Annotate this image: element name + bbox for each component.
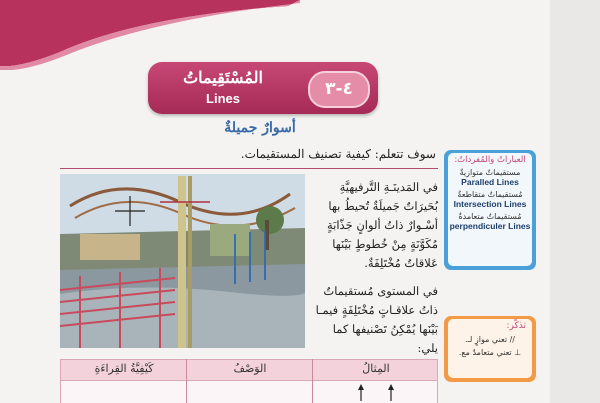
intro-paragraph: في المَدينَـةِ التَّرفيهيَّةِ بُحَيرَاتٌ جَميلَةٌ تُحيطُ بها أسْـوارٌ ذاتُ ألوانٍ جَذّابَةٍ مُكَوَّنَةٍ مِنْ خُطوطٍ بَيْنَها عَلاقاتٌ مُخْتَلِفَةٌ. <box>327 180 438 270</box>
table-row <box>60 381 438 403</box>
header-example: المِثالُ <box>362 362 390 375</box>
classification-paragraph: في المستوى مُستقيماتٌ ذاتُ علاقـاتٍ مُخْتَلِفَةٍ فيمـا بَيْنَها يُمْكِنُ تَصْنيفها كما يلي: <box>315 284 438 355</box>
header-description: الوَصْفُ <box>233 362 267 375</box>
vocab-parallel-en: Paralled Lines <box>461 177 519 187</box>
remember-box <box>444 316 536 382</box>
remember-perpendicular-note: ⊥ تعني متعامدٌ مع. <box>458 348 522 357</box>
example-arrows <box>61 381 437 403</box>
column-divider <box>186 359 187 403</box>
header-reading: كَيْفِيَّةُ القِراءَةِ <box>94 362 154 375</box>
lesson-title-en: Lines <box>206 91 240 106</box>
remember-title: تذكّر: <box>506 321 526 331</box>
lesson-number: ٤-٣ <box>308 71 370 108</box>
decorative-corner <box>0 0 300 70</box>
lines-table <box>60 359 438 403</box>
vocab-intersection-en: Intersection Lines <box>453 199 527 209</box>
column-divider <box>312 359 313 403</box>
remember-box-inner <box>448 319 532 378</box>
vocabulary-box-inner <box>448 153 532 266</box>
lesson-title-ar: المُسْتَقِيماتُ <box>183 68 263 87</box>
amusement-park-photo <box>60 174 305 348</box>
vocabulary-box <box>444 150 536 270</box>
remember-parallel-note: // تعني موازٍ لـ. <box>464 335 515 344</box>
lesson-header <box>148 62 378 114</box>
table-header <box>60 359 438 381</box>
page-edge <box>550 0 600 403</box>
vocabulary-title: العباراتُ والمُفرداتُ: <box>454 155 526 165</box>
vocab-intersection-ar: مُستقيماتٌ متقاطعةٌ <box>457 190 523 199</box>
vocab-perpendicular-ar: مُستقيماتٌ متعامدةٌ <box>458 212 522 221</box>
lesson-subtitle: أسوارٌ جميلةٌ <box>224 120 296 136</box>
learning-goal: سوف تتعلم: كيفية تصنيف المستقيمات. <box>240 147 436 161</box>
goal-divider <box>60 168 438 169</box>
vocab-parallel-ar: مستقيماتٌ متوازيةٌ <box>459 168 521 177</box>
vocab-perpendicular-en: perpendiculer Lines <box>449 221 531 231</box>
